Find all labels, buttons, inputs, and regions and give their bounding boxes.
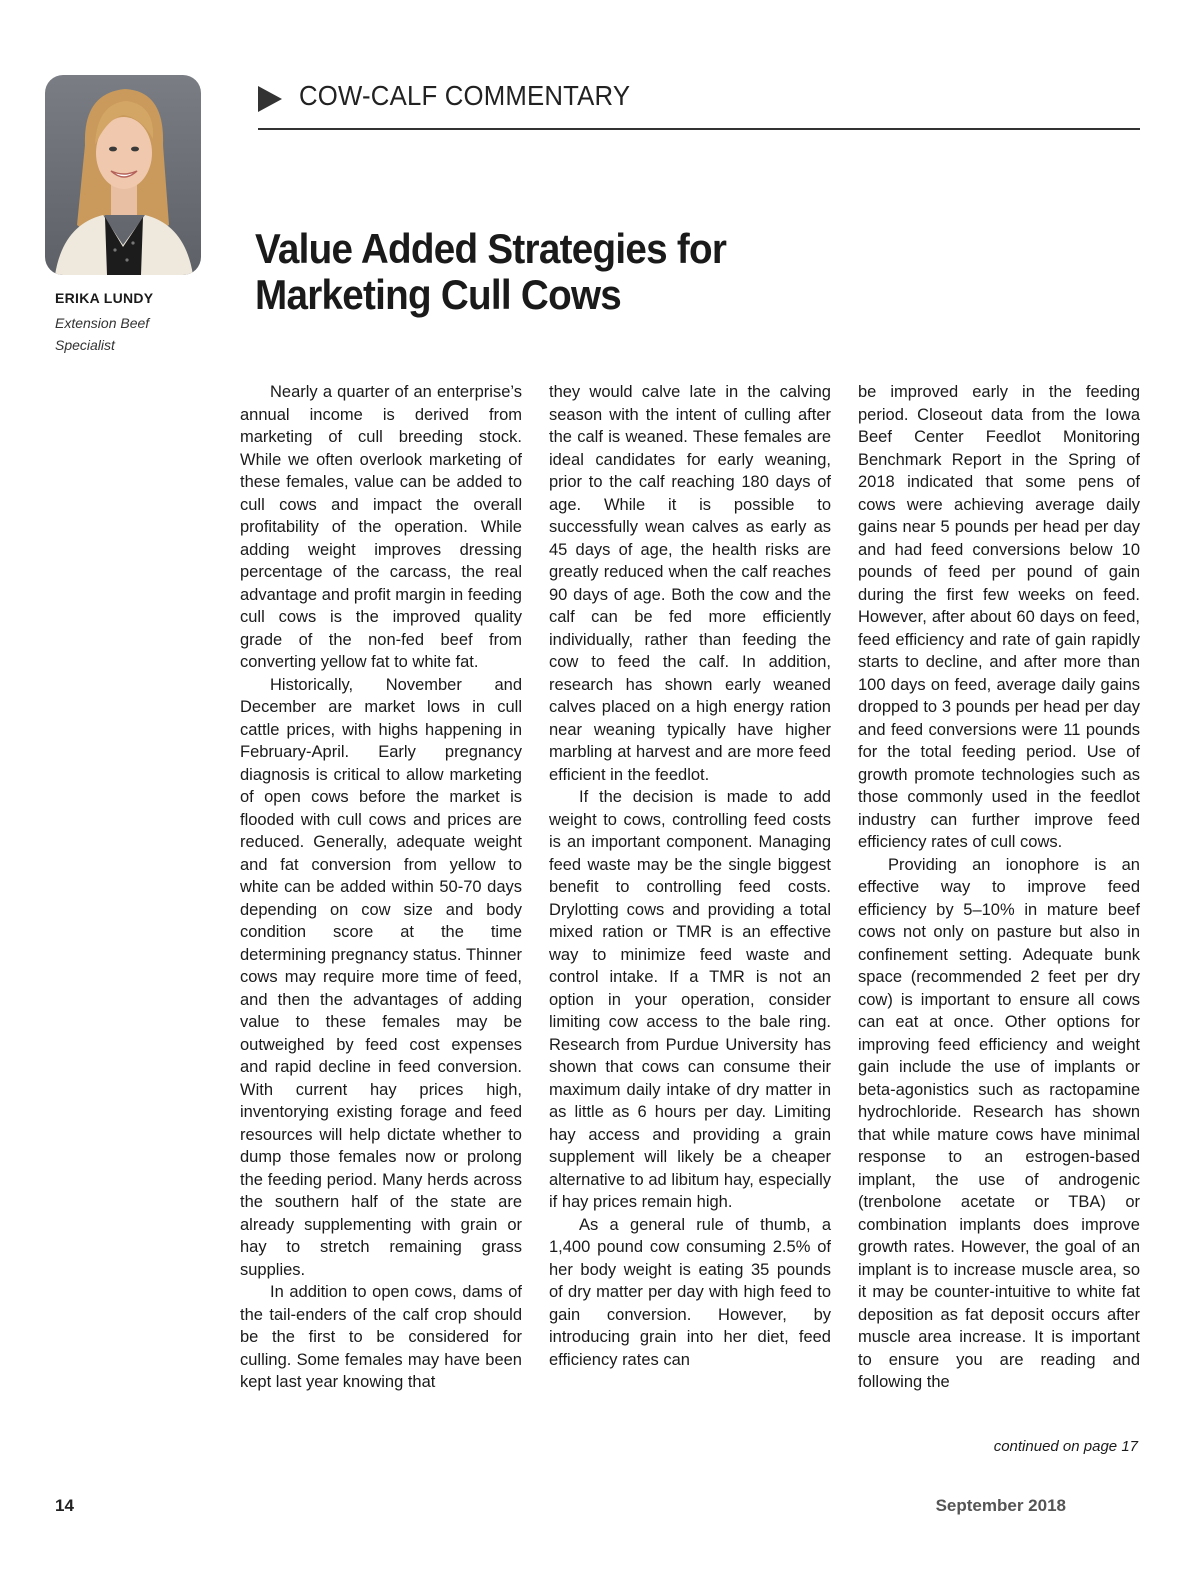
paragraph: Historically, November and December are market lows in cull cattle prices, with highs happening in February-April. Early pregnancy diagnosis is critical to allow marketing of open cows before the market is flooded with cull cows and prices are reduced. Generally, adequate weight and fat conversion from yellow to white can be added within 50-70 days depending on cow size and body condition score at the time determining pregnancy status. Thinner cows may require more time of feed, and then the advantages of adding value to these females may be outweighed by feed cost expenses and rapid decline in feed conversion. With current hay prices high, inventorying existing forage and feed resources will help dictate whether to dump those females now or prolong the feeding period. Many herds across the southern half of the state are already supplementing with grain or hay to stretch remaining grass supplies. (240, 675, 522, 1279)
paragraph: be improved early in the feeding period. Closeout data from the Iowa Beef Center Feedlot Monitoring Benchmark Report in the Spring of 2018 indicated that some pens of cows were achieving average daily gains near 5 pounds per head per day and had feed conversions below 10 pounds of feed per pound of gain during the first few weeks on feed. However, after about 60 days on feed, feed efficiency and rate of gain rapidly starts to decline, and after more than 100 days on feed, average daily gains dropped to 3 pounds per head per day and feed conversions were 11 pounds for the total feeding period. Use of growth promote technologies such as those commonly used in the feedlot industry can further improve feed efficiency rates of cull cows. (858, 383, 1140, 851)
author-photo (45, 75, 201, 275)
article-column-3 (858, 381, 1140, 1394)
paragraph: In addition to open cows, dams of the tail-enders of the calf crop should be the first to be considered for culling. Some females may have been kept last year knowing that (240, 1283, 522, 1391)
paragraph: Providing an ionophore is an effective way to improve feed efficiency by 5–10% in mature beef cows not only on pasture but also in confinement setting. Adequate bunk space (recommended 2 feet per dry cow) is important to ensure all cows can eat at once. Other options for improving feed efficiency and weight gain include the use of implants or beta-agonistics such as ractopamine hydrochloride. Research has shown that while mature cows have minimal response to an estrogen-based implant, the use of androgenic (trenbolone acetate or TBA) or combination implants does improve growth rates. However, the goal of an implant is to increase muscle area, so it may be counter-intuitive to white fat deposition as fat deposit occurs after muscle area increase. It is important to ensure you are reading and following the (858, 855, 1140, 1391)
paragraph: As a general rule of thumb, a 1,400 pound cow consuming 2.5% of her body weight is eating 35 pounds of dry matter per day with high feed to gain conversion. However, by introducing grain into her diet, feed efficiency rates can (549, 1215, 831, 1369)
paragraph: If the decision is made to add weight to cows, controlling feed costs is an important component. Managing feed waste may be the single biggest benefit to controlling feed costs. Drylotting cows and providing a total mixed ration or TMR is an effective way to minimize feed waste and control intake. If a TMR is not an option in your operation, consider limiting cow access to the bale ring. Research from Purdue University has shown that cows can consume their maximum daily intake of dry matter in as little as 6 hours per day. Limiting hay access and providing a grain supplement will likely be a cheaper alternative to ad libitum hay, especially if hay prices remain high. (549, 788, 831, 1211)
section-label: COW-CALF COMMENTARY (299, 80, 631, 111)
author-name: ERIKA LUNDY (55, 290, 154, 306)
author-title: Extension Beef Specialist (55, 315, 150, 353)
article-column-2 (549, 381, 831, 1371)
paragraph: Nearly a quarter of an enterprise’s annual income is derived from marketing of cull breeding stock. While we often overlook marketing of these females, value can be added to cull cows and impact the overall profitability of the operation. While adding weight improves dressing percentage of the carcass, the real advantage and profit margin in feeding cull cows is the improved quality grade of the non-fed beef from converting yellow fat to white fat. (240, 383, 522, 671)
page-number: 14 (55, 1496, 74, 1515)
section-header (258, 80, 1140, 130)
article-column-1 (240, 381, 522, 1394)
article-headline: Value Added Strategies for Marketing Cull Cows (255, 225, 727, 318)
paragraph: they would calve late in the calving season with the intent of culling after the calf is weaned. These females are ideal candidates for early weaning, prior to the calf reaching 180 days of age. While it is possible to successfully wean calves as early as 45 days of age, the health risks are greatly reduced when the calf reaches 90 days of age. Both the cow and the calf can be fed more efficiently individually, rather than feeding the cow to feed the calf. In addition, research has shown early weaned calves placed on a high energy ration near weaning typically have higher marbling at harvest and are more feed efficient in the feedlot. (549, 383, 831, 784)
play-triangle-icon (258, 86, 282, 112)
author-portrait-icon (45, 75, 201, 275)
issue-date: September 2018 (935, 1496, 1066, 1515)
continued-link[interactable]: continued on page 17 (993, 1438, 1138, 1455)
